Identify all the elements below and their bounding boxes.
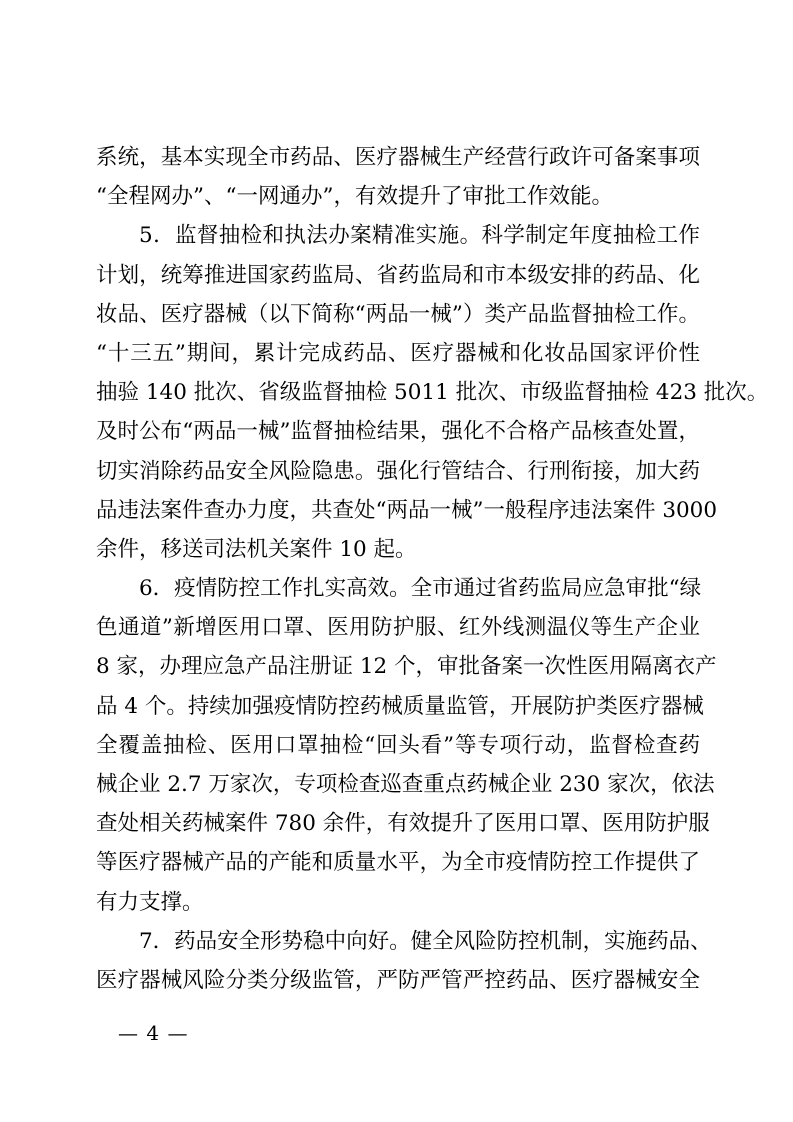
section-7-heading-line: 7．药品安全形势稳中向好。健全风险防控机制，实施药品、 [139,928,712,954]
text-line: 抽验 140 批次、省级监督抽检 5011 批次、市级监督抽检 423 批次。 [96,380,769,406]
text-line: 系统，基本实现全市药品、医疗器械生产经营行政许可备案事项 [96,145,700,170]
text-line: 色通道”新增医用口罩、医用防护服、红外线测温仪等生产企业 [96,615,700,641]
text-line: “十三五”期间，累计完成药品、医疗器械和化妆品国家评价性 [96,340,700,366]
page-number: — 4 — [118,1021,189,1045]
text-line: 品违法案件查办力度，共查处“两品一械”一般程序违法案件 3000 [96,497,718,523]
text-line: “全程网办”、“一网通办”，有效提升了审批工作效能。 [96,184,613,210]
text-line: 计划，统筹推进国家药监局、省药监局和市本级安排的药品、化 [96,262,700,288]
text-line: 械企业 2.7 万家次，专项检查巡查重点药械企业 230 家次，依法 [96,772,715,797]
text-line: 有力支撑。 [96,889,204,915]
text-line: 8 家，办理应急产品注册证 12 个，审批备案一次性医用隔离衣产 [96,654,717,680]
section-5-heading-line: 5．监督抽检和执法办案精准实施。科学制定年度抽检工作 [139,223,700,249]
text-line: 妆品、医疗器械（以下简称“两品一械”）类产品监督抽检工作。 [96,301,700,327]
text-line: 切实消除药品安全风险隐患。强化行管结合、行刑衔接，加大药 [96,458,700,484]
text-line: 医疗器械风险分类分级监管，严防严管严控药品、医疗器械安全 [96,967,700,993]
body-text [96,138,769,1000]
text-line: 品 4 个。持续加强疫情防控药械质量监管，开展防护类医疗器械 [96,693,704,719]
text-line: 查处相关药械案件 780 余件，有效提升了医用口罩、医用防护服 [96,811,710,837]
text-line: 及时公布“两品一械”监督抽检结果，强化不合格产品核查处置， [96,419,700,445]
text-line: 等医疗器械产品的产能和质量水平，为全市疫情防控工作提供了 [96,850,700,876]
section-6-heading-line: 6．疫情防控工作扎实高效。全市通过省药监局应急审批“绿 [139,576,702,602]
text-line: 余件，移送司法机关案件 10 起。 [96,536,417,562]
text-line: 全覆盖抽检、医用口罩抽检“回头看”等专项行动，监督检查药 [96,732,700,758]
